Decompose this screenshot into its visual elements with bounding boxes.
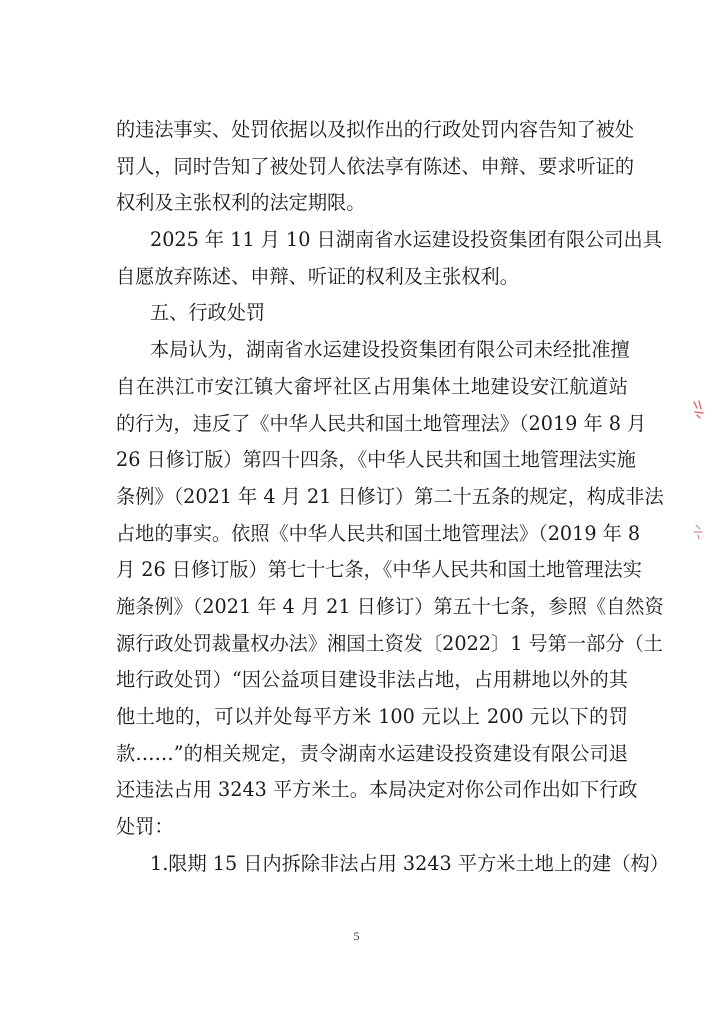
text-line: 2025 年 11 月 10 日湖南省水运建设投资集团有限公司出具 — [150, 228, 662, 252]
text-line: 自愿放弃陈述、申辩、听证的权利及主张权利。 — [116, 264, 519, 288]
text-line: 还违法占用 3243 平方米土。本局决定对你公司作出如下行政 — [116, 778, 638, 802]
text-line: 条例》（2021 年 4 月 21 日修订）第二十五条的规定，构成非法 — [116, 484, 664, 508]
text-line: 占地的事实。依照《中华人民共和国土地管理法》（2019 年 8 — [116, 521, 641, 545]
text-line: 处罚： — [116, 815, 174, 839]
seal-edge-mark-icon — [688, 398, 710, 420]
text-line: 罚人，同时告知了被处罚人依法享有陈述、申辩、要求听证的 — [116, 154, 635, 178]
text-line: 的违法事实、处罚依据以及拟作出的行政处罚内容告知了被处 — [116, 118, 635, 141]
text-line: 地行政处罚）“因公益项目建设非法占地，占用耕地以外的其 — [116, 668, 628, 692]
text-line: 26 日修订版）第四十四条，《中华人民共和国土地管理法实施 — [116, 448, 636, 472]
text-line: 的行为，违反了《中华人民共和国土地管理法》（2019 年 8 月 — [116, 411, 647, 435]
text-line: 施条例》（2021 年 4 月 21 日修订）第五十七条，参照《自然资 — [116, 594, 664, 618]
section-heading: 五、行政处罚 — [150, 301, 266, 325]
text-line: 本局认为，湖南省水运建设投资集团有限公司未经批准擅 — [150, 338, 630, 362]
text-line: 他土地的，可以并处每平方米 100 元以上 200 元以下的罚 — [116, 705, 628, 728]
text-line: 款……”的相关规定，责令湖南水运建设投资建设有限公司退 — [116, 741, 628, 765]
text-line: 1.限期 15 日内拆除非法占用 3243 平方米土地上的建（构） — [150, 851, 669, 875]
seal-edge-mark-icon — [688, 520, 710, 542]
document-body — [116, 112, 669, 882]
text-line: 自在洪江市安江镇大畲坪社区占用集体土地建设安江航道站 — [116, 374, 628, 398]
text-line: 权利及主张权利的法定期限。 — [116, 191, 366, 215]
text-line: 月 26 日修订版）第七十七条，《中华人民共和国土地管理法实 — [116, 558, 642, 582]
text-line: 源行政处罚裁量权办法》湘国土资发〔2022〕1 号第一部分（土 — [116, 631, 663, 655]
page-number: 5 — [353, 929, 360, 943]
